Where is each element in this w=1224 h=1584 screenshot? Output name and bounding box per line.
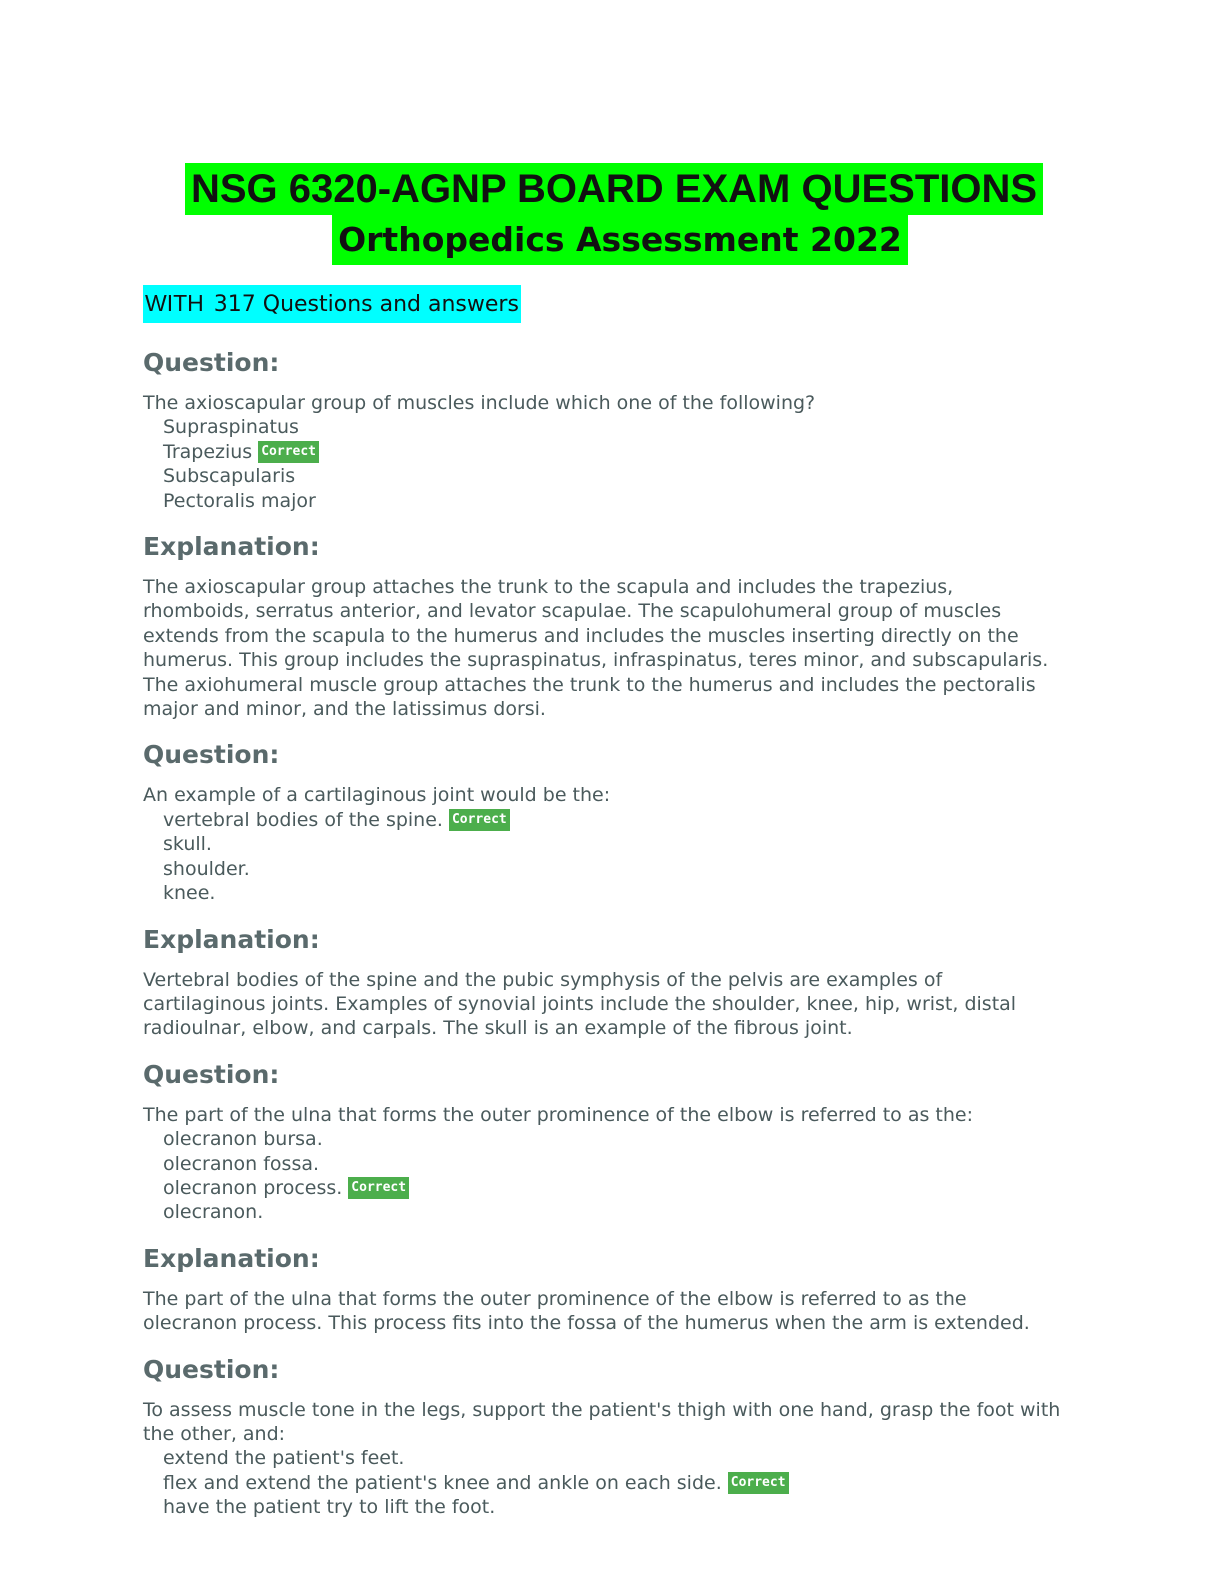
correct-badge: Correct [348,1177,409,1199]
answer-options [163,1127,1063,1225]
answer-options [163,415,1063,513]
explanation-heading: Explanation: [143,1243,320,1273]
answer-option [163,1176,1063,1200]
question-block [143,735,1063,905]
title-block [0,163,1224,265]
answer-option-text: knee. [163,882,216,905]
with-label: WITH [145,290,204,316]
answer-option-text: skull. [163,833,212,856]
answer-option-text: extend the patient's feet. [163,1447,405,1470]
question-block [143,343,1063,513]
answer-option [163,808,1063,832]
answer-option [163,415,1063,439]
question-text: The axioscapular group of muscles include which one of the following? [143,392,816,414]
explanation-block [143,1239,1063,1336]
explanation-text: Vertebral bodies of the spine and the pubic symphysis of the pelvis are examples of cartilaginous joints. Examples of synovial joints include the shoulder, knee, hip, wrist, distal radioulnar, elbow, and carpals. The skull is an example of the fibrous joint. [143,968,1017,1040]
question-heading: Question: [143,1354,280,1384]
question-text: An example of a cartilaginous joint would be the: [143,784,611,807]
answer-option-text: Trapezius [163,440,253,463]
answer-option-text: shoulder. [163,857,250,880]
answer-option-text: Supraspinatus [163,416,299,439]
answer-option [163,1152,1063,1176]
answer-option-text: have the patient try to lift the foot. [163,1496,496,1519]
answer-options [163,1446,1063,1519]
answer-option-text: Subscapularis [163,465,296,488]
answer-option [163,489,1063,513]
correct-badge: Correct [449,809,510,831]
explanation-block [143,920,1063,1041]
question-heading: Question: [143,348,280,377]
document-subtitle: Orthopedics Assessment 2022 [332,215,908,265]
answer-option-text: olecranon fossa. [163,1152,320,1175]
answer-option [163,440,1063,464]
answer-option-text: vertebral bodies of the spine. [163,808,443,831]
question-heading: Question: [143,740,280,770]
explanation-text: The axioscapular group attaches the trunk to the scapula and includes the trapezius, rhomboids, serratus anterior, and levator scapulae. The scapulohumeral group of muscles extends from the scapula to the humerus and includes the muscles inserting directly on the humerus. This group includes the supraspinatus, infraspinatus, teres minor, and subscapularis. The axiohumeral muscle group attaches the trunk to the humerus and includes the pectoralis major and minor, and the latissimus dorsi. [143,576,1049,721]
answer-option-text: Pectoralis major [163,489,316,512]
answer-option [163,1471,1063,1495]
correct-badge: Correct [728,1472,789,1494]
question-heading: Question: [143,1059,280,1089]
answer-option [163,1200,1063,1224]
answer-option-text: flex and extend the patient's knee and ankle on each side. [163,1471,722,1494]
question-text: The part of the ulna that forms the outer prominence of the elbow is referred to as the: [143,1103,973,1126]
answer-option [163,1495,1063,1519]
answer-option [163,1446,1063,1470]
explanation-block [143,527,1063,721]
correct-badge: Correct [258,441,319,463]
answer-option-text: olecranon process. [163,1176,343,1199]
answer-option [163,1127,1063,1151]
question-count-text: 317 Questions and answers [213,292,519,317]
question-count-banner [143,285,521,323]
question-text: To assess muscle tone in the legs, support the patient's thigh with one hand, grasp the foot with the other, and: [143,1398,1061,1445]
answer-option [163,857,1063,881]
explanation-text: The part of the ulna that forms the outer prominence of the elbow is referred to as the olecranon process. This process fits into the fossa of the humerus when the arm is extended. [143,1287,1030,1335]
answer-option [163,881,1063,905]
answer-option [163,832,1063,856]
document-title: NSG 6320-AGNP BOARD EXAM QUESTIONS [185,163,1043,215]
explanation-heading: Explanation: [143,532,320,562]
answer-option [163,464,1063,488]
answer-option-text: olecranon. [163,1201,264,1224]
answer-option-text: olecranon bursa. [163,1128,323,1151]
question-block [143,1055,1063,1225]
answer-options [163,808,1063,906]
explanation-heading: Explanation: [143,924,320,954]
question-block [143,1350,1063,1520]
qa-content [143,343,1063,1520]
